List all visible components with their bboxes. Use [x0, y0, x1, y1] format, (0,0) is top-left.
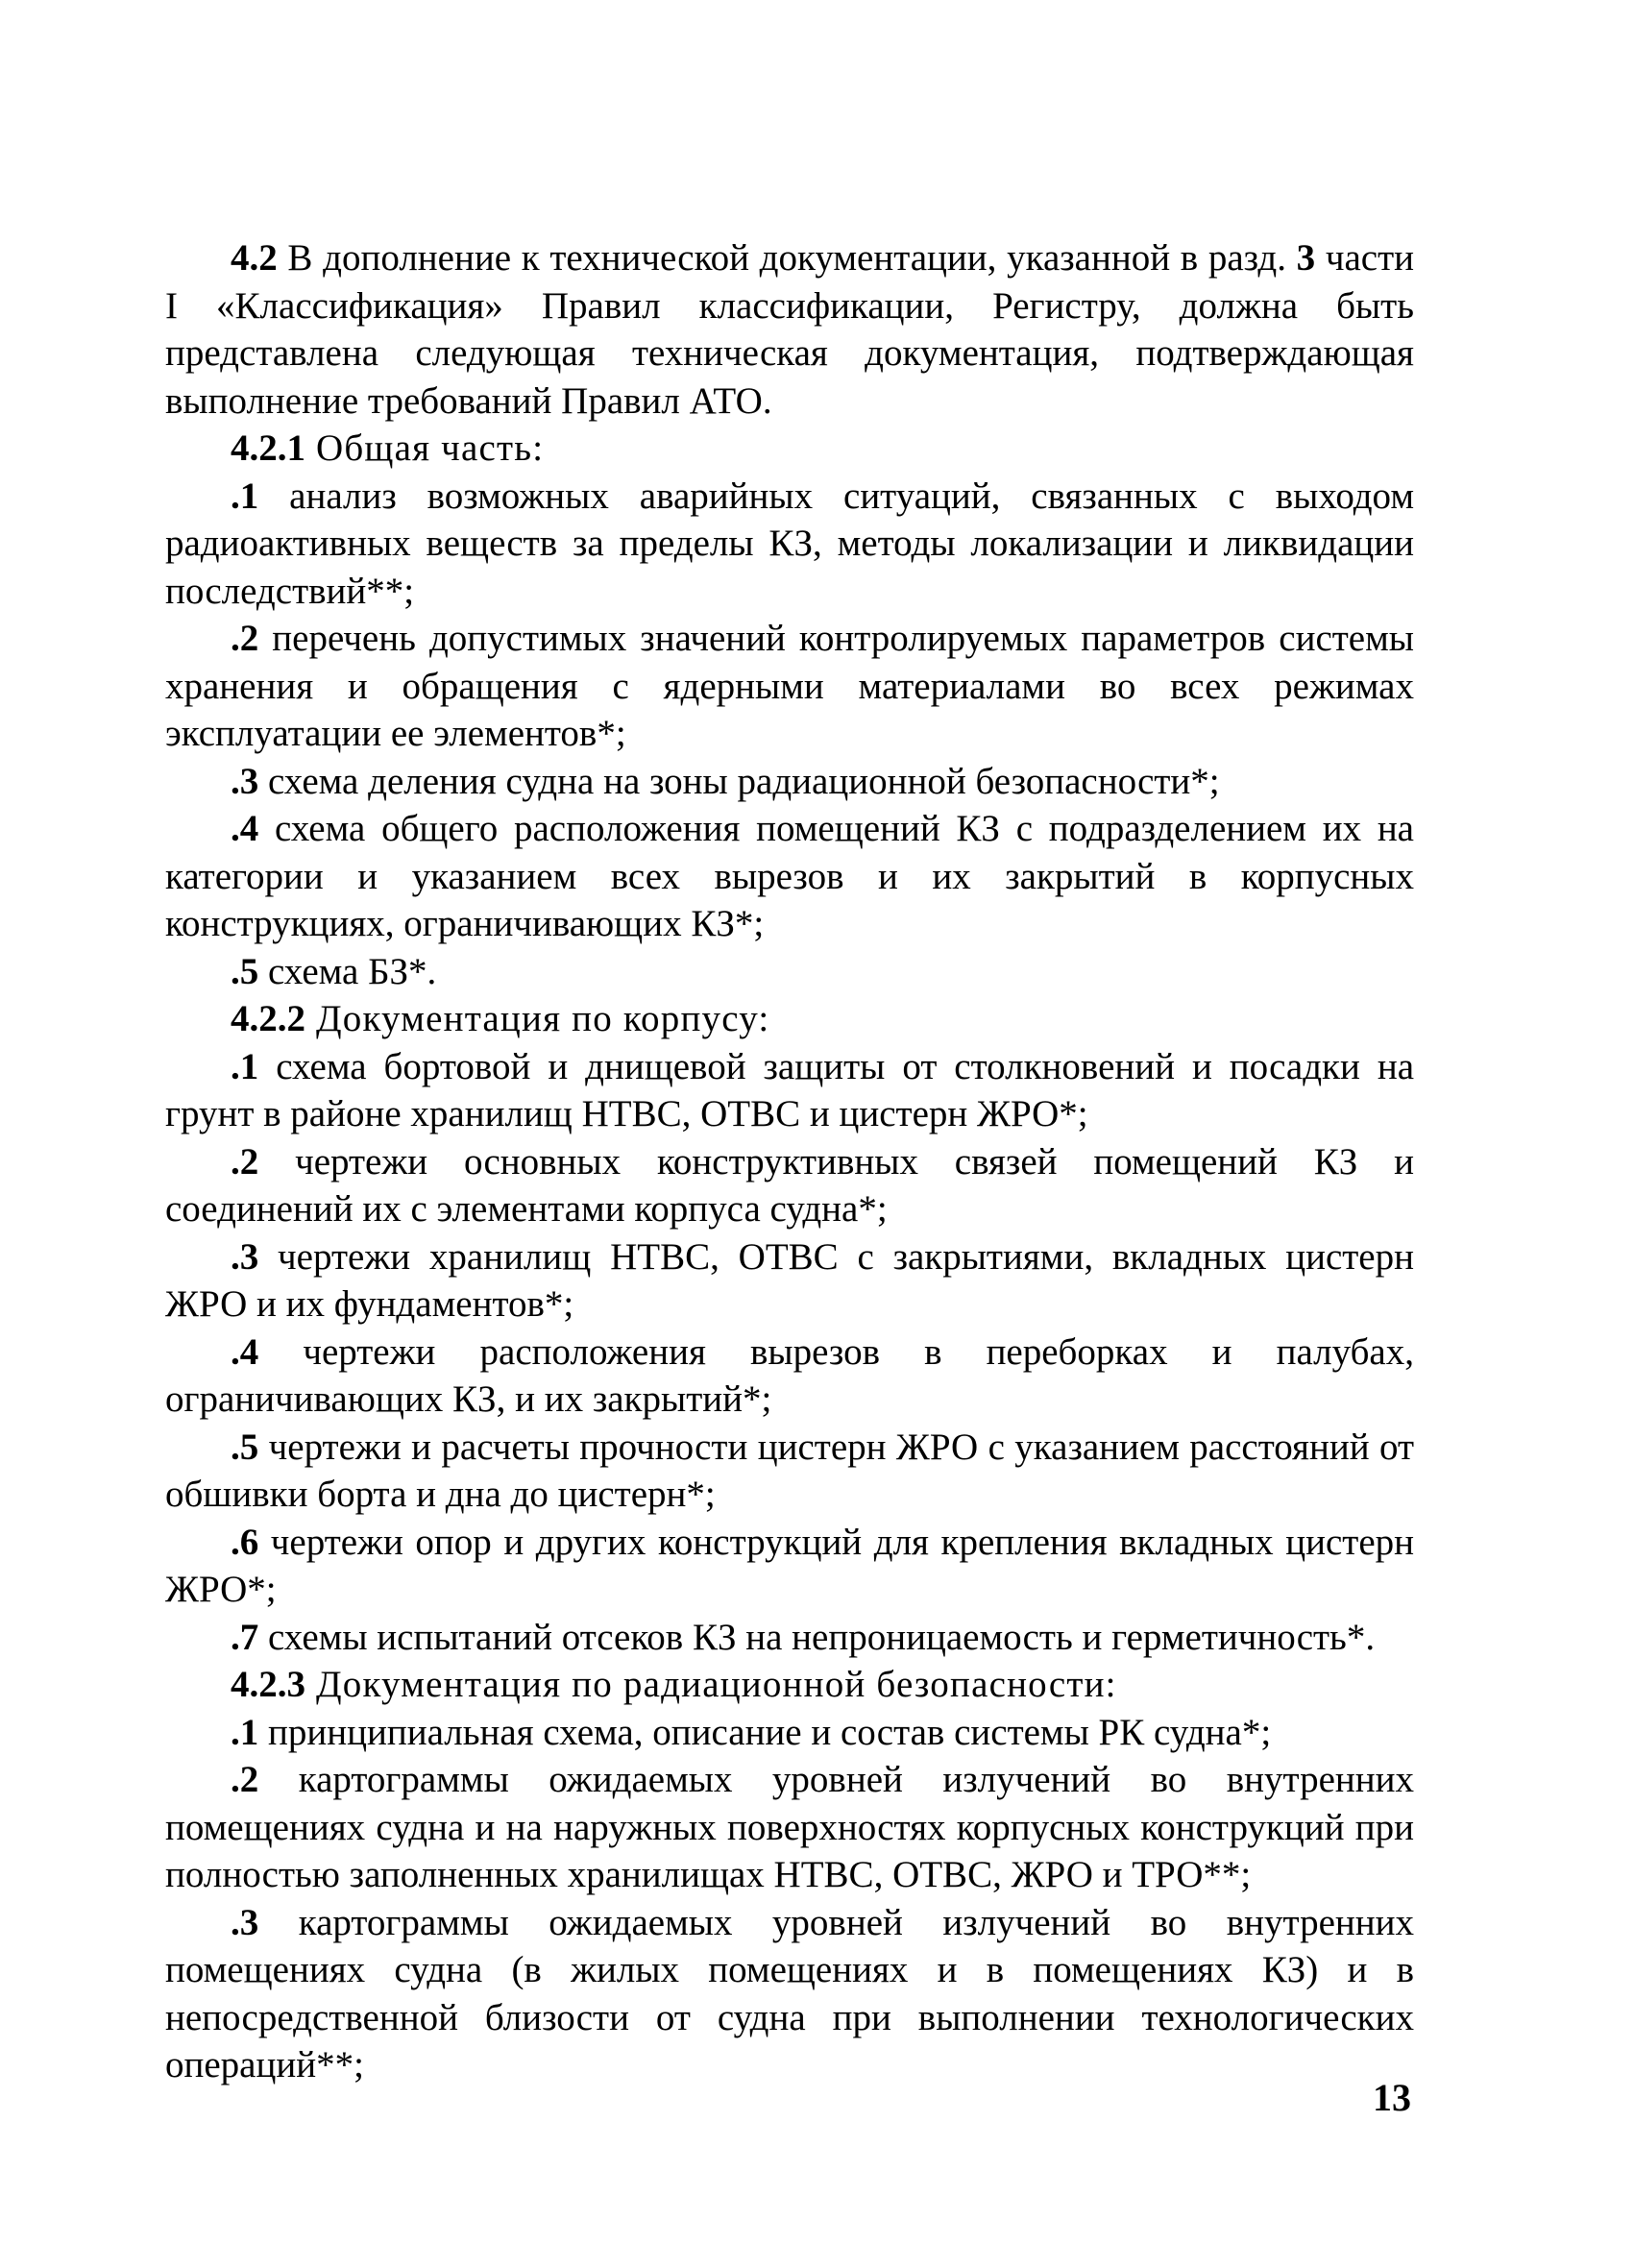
- section-reference: 3: [1296, 237, 1316, 279]
- list-item: [165, 948, 1414, 996]
- item-number: .1: [231, 475, 259, 517]
- list-item: [165, 758, 1414, 806]
- item-text: принципиальная схема, описание и состав системы РК судна*;: [258, 1711, 1272, 1753]
- item-number: .1: [231, 1711, 259, 1753]
- item-number: .7: [231, 1616, 259, 1658]
- list-item: [165, 1756, 1414, 1899]
- item-number: .4: [231, 1330, 259, 1373]
- item-number: .2: [231, 1140, 259, 1183]
- heading-4-2-1: [165, 425, 1414, 473]
- list-item: [165, 1709, 1414, 1757]
- item-number: .6: [231, 1521, 259, 1563]
- paragraph-text-continued: части I «Классификация» Правил классификации, Регистру, должна быть представлена следующая техническая документация, подтверждающая выполнение требований Правил АТО.: [165, 237, 1414, 422]
- list-item: [165, 1329, 1414, 1424]
- list-item: [165, 805, 1414, 948]
- list-item: [165, 1233, 1414, 1329]
- section-number: 4.2.3: [231, 1664, 305, 1705]
- item-text: схема деления судна на зоны радиационной безопасности*;: [258, 760, 1220, 802]
- heading-4-2-3: [165, 1661, 1414, 1709]
- list-item: [165, 1043, 1414, 1138]
- item-text: картограммы ожидаемых уровней излучений во внутренних помещениях судна и на наружных поверхностях корпусных конструкций при полностью заполненных хранилищах НТВС, ОТВС, ЖРО и ТРО**;: [165, 1759, 1414, 1895]
- list-item: [165, 1424, 1414, 1519]
- item-text: чертежи и расчеты прочности цистерн ЖРО с указанием расстояний от обшивки борта и дна до цистерн*;: [165, 1426, 1414, 1515]
- item-number: .5: [231, 1426, 259, 1468]
- item-number: .3: [231, 1901, 259, 1943]
- item-number: .4: [231, 808, 259, 849]
- list-item: [165, 615, 1414, 758]
- list-item: [165, 1614, 1414, 1662]
- item-text: чертежи основных конструктивных связей помещений КЗ и соединений их с элементами корпуса судна*;: [165, 1140, 1414, 1230]
- document-body: [165, 234, 1414, 2089]
- heading-4-2-2: [165, 995, 1414, 1043]
- item-text: схемы испытаний отсеков КЗ на непроницаемость и герметичность*.: [258, 1616, 1376, 1658]
- item-text: анализ возможных аварийных ситуаций, связанных с выходом радиоактивных веществ за пределы КЗ, методы локализации и ликвидации последствий**;: [165, 475, 1414, 612]
- item-text: чертежи опор и других конструкций для крепления вкладных цистерн ЖРО*;: [165, 1521, 1414, 1610]
- section-number: 4.2.1: [231, 427, 305, 469]
- heading-text: Документация по корпусу:: [305, 998, 770, 1039]
- list-item: [165, 1138, 1414, 1233]
- item-number: .2: [231, 1759, 259, 1800]
- section-number: 4.2: [231, 237, 278, 279]
- item-number: .1: [231, 1045, 259, 1087]
- heading-text: Документация по радиационной безопасности:: [305, 1664, 1117, 1705]
- list-item: [165, 473, 1414, 616]
- item-text: чертежи расположения вырезов в переборках и палубах, ограничивающих КЗ, и их закрытий*;: [165, 1330, 1414, 1420]
- item-text: схема бортовой и днищевой защиты от столкновений и посадки на грунт в районе хранилищ НТВС, ОТВС и цистерн ЖРО*;: [165, 1045, 1414, 1134]
- paragraph-4-2: [165, 234, 1414, 425]
- item-text: чертежи хранилищ НТВС, ОТВС с закрытиями, вкладных цистерн ЖРО и их фундаментов*;: [165, 1235, 1414, 1325]
- item-number: .5: [231, 950, 259, 992]
- section-number: 4.2.2: [231, 998, 305, 1039]
- item-text: схема общего расположения помещений КЗ с подразделением их на категории и указанием всех вырезов и их закрытий в корпусных конструкциях, ограничивающих КЗ*;: [165, 808, 1414, 944]
- item-text: картограммы ожидаемых уровней излучений во внутренних помещениях судна (в жилых помещениях и в помещениях КЗ) и в непосредственной близости от судна при выполнении технологических операций**;: [165, 1901, 1414, 2085]
- heading-text: Общая часть:: [305, 427, 545, 469]
- list-item: [165, 1899, 1414, 2089]
- page-number: 13: [1373, 2076, 1411, 2119]
- item-text: схема БЗ*.: [258, 950, 437, 992]
- item-number: .3: [231, 760, 259, 802]
- list-item: [165, 1519, 1414, 1614]
- item-number: .3: [231, 1235, 259, 1278]
- paragraph-text: В дополнение к технической документации, указанной в разд.: [277, 237, 1297, 279]
- item-text: перечень допустимых значений контролируемых параметров системы хранения и обращения с ядерными материалами во всех режимах эксплуатации ее элементов*;: [165, 618, 1414, 754]
- item-number: .2: [231, 618, 259, 659]
